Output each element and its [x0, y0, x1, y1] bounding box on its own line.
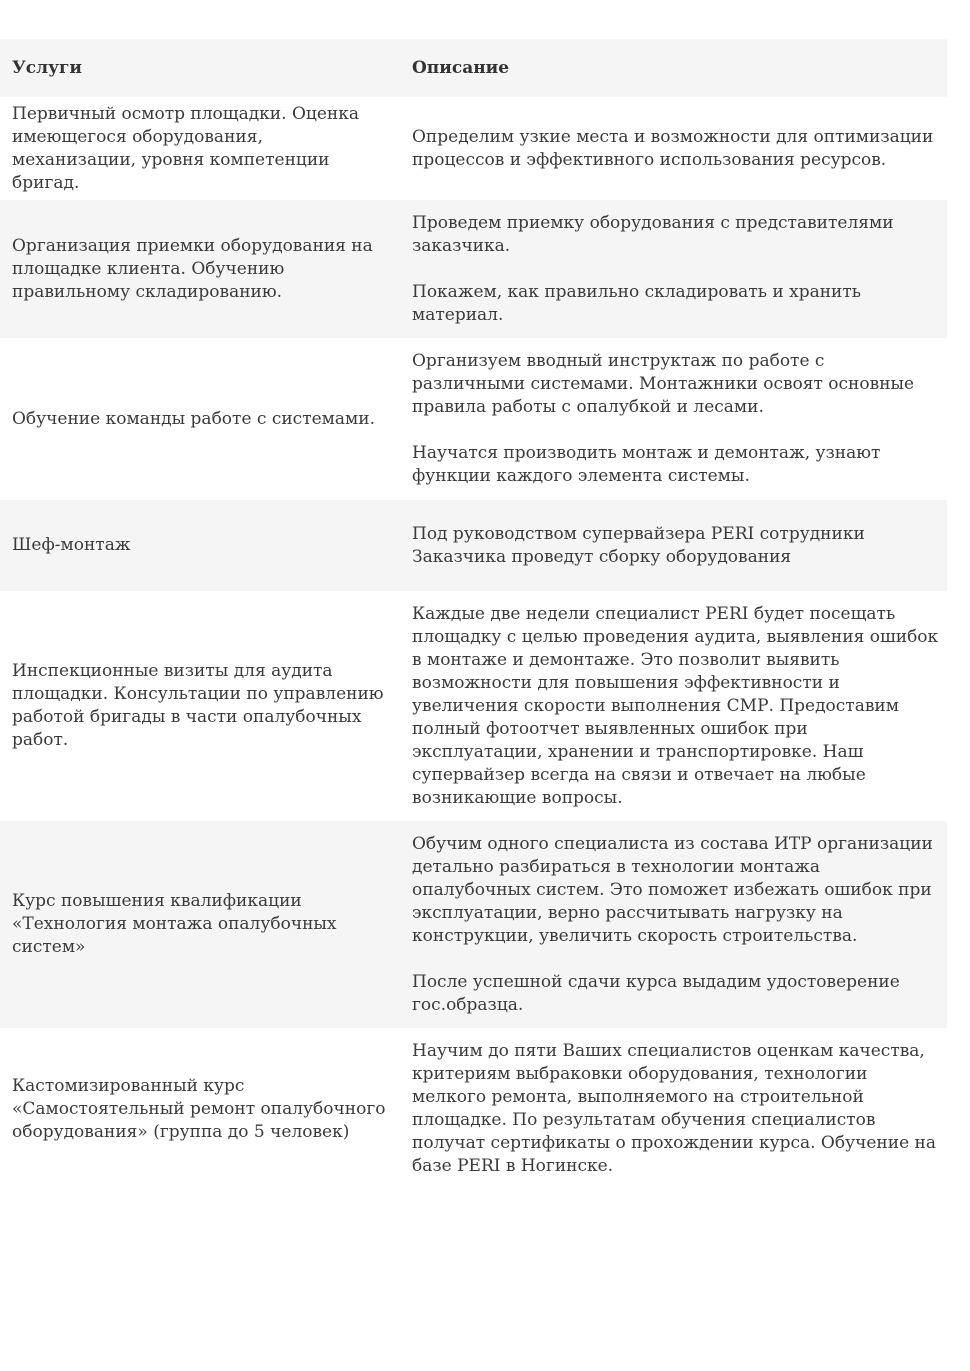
description-paragraph: Покажем, как правильно складировать и хранить материал. — [412, 281, 862, 325]
description-paragraph: Определим узкие места и возможности для оптимизации процессов и эффективного использования ресурсов. — [412, 126, 934, 170]
description-cell — [400, 212, 947, 327]
table-row — [0, 500, 947, 591]
description-paragraph: Проведем приемку оборудования с представителями заказчика. — [412, 212, 894, 256]
service-cell: Обучение команды работе с системами. — [12, 408, 375, 429]
service-cell: Курс повышения квалификации «Технология монтажа опалубочных систем» — [12, 891, 337, 957]
description-paragraph: Под руководством супервайзера PERI сотрудники Заказчика проведут сборку оборудования — [412, 523, 865, 567]
description-cell — [400, 833, 947, 1017]
description-cell — [400, 603, 947, 810]
service-cell: Организация приемки оборудования на площадке клиента. Обучению правильному складированию. — [12, 235, 373, 302]
description-cell — [400, 523, 947, 569]
service-cell: Шеф-монтаж — [12, 535, 131, 555]
description-paragraph: Обучим одного специалиста из состава ИТР организации детально разбираться в технологии монтажа опалубочных систем. Это поможет избежать ошибок при эксплуатации, верно рассчитывать нагрузку на конструкции, увеличить скорость строительства. — [412, 833, 933, 946]
description-paragraph: Научим до пяти Ваших специалистов оценкам качества, критериям выбраковки оборудования, технологии мелкого ремонта, выполняемого на строительной площадке. По результатам обучения специалистов получат сертификаты о прохождении курса. Обучение на базе PERI в Ногинске. — [412, 1041, 936, 1176]
table-header-row — [0, 39, 947, 97]
table-row — [0, 200, 947, 338]
table-row — [0, 97, 947, 200]
description-cell — [400, 1040, 947, 1178]
service-cell: Кастомизированный курс «Самостоятельный ремонт опалубочного оборудования» (группа до 5 человек) — [12, 1075, 386, 1142]
table-row — [0, 1028, 947, 1190]
description-paragraph: Каждые две недели специалист PERI будет посещать площадку с целью проведения аудита, выявления ошибок в монтаже и демонтаже. Это позволит выявить возможности для повышения эффективности и увеличения скорости выполнения СМР. Предоставим полный фотоотчет выявленных ошибок при эксплуатации, хранении и транспортировке. Наш супервайзер всегда на связи и отвечает на любые возникающие вопросы. — [412, 603, 939, 808]
table-row — [0, 591, 947, 821]
service-cell: Первичный осмотр площадки. Оценка имеющегося оборудования, механизации, уровня компетенции бригад. — [12, 103, 359, 193]
description-cell — [400, 350, 947, 488]
description-paragraph: После успешной сдачи курса выдадим удостоверение гос.образца. — [412, 971, 900, 1015]
description-paragraph: Организуем вводный инструктаж по работе с различными системами. Монтажники освоят основные правила работы с опалубкой и лесами. — [412, 351, 915, 417]
service-cell: Инспекционные визиты для аудита площадки. Консультации по управлению работой бригады в части опалубочных работ. — [12, 661, 384, 750]
table-row — [0, 338, 947, 500]
header-services: Услуги — [12, 57, 83, 78]
description-paragraph: Научатся производить монтаж и демонтаж, узнают функции каждого элемента системы. — [412, 443, 881, 486]
services-table — [0, 39, 947, 1190]
header-description: Описание — [412, 57, 510, 78]
description-cell — [400, 126, 947, 172]
table-row — [0, 821, 947, 1028]
